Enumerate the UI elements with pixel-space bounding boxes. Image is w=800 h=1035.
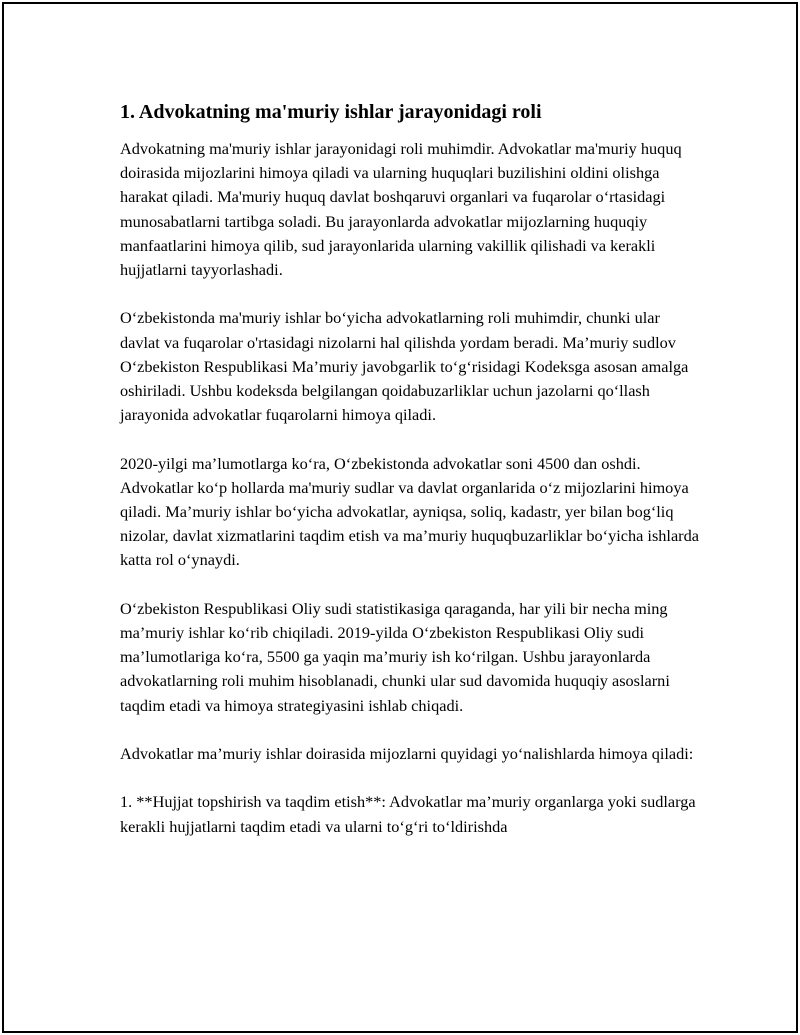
paragraph-4: O‘zbekiston Respublikasi Oliy sudi statistikasiga qaraganda, har yili bir necha ming ma’muriy ishlar ko‘rib chiqiladi. 2019-yilda O‘zbekiston Respublikasi Oliy sudi ma’lumotlariga ko‘ra, 5500 ga yaqin ma’muriy ish ko‘rilgan. Ushbu jarayonlarda advokatlarning roli muhim hisoblanadi, chunki ular sud davomida huquqiy asoslarni taqdim etadi va himoya strategiyasini ishlab chiqadi. [120, 598, 670, 715]
paragraph-3: 2020-yilgi ma’lumotlarga ko‘ra, O‘zbekistonda advokatlar soni 4500 dan oshdi. Advokatlar ko‘p hollarda ma'muriy sudlar va davlat organlarida o‘z mijozlarini himoya qiladi. Ma’muriy ishlar bo‘yicha advokatlar, ayniqsa, soliq, kadastr, yer bilan bog‘liq nizolar, davlat xizmatlarini taqdim etish va ma’muriy huquqbuzarliklar bo‘yicha ishlarda katta rol o‘ynaydi. [120, 453, 699, 570]
document-body [120, 99, 700, 863]
paragraph-6-list-item: 1. **Hujjat topshirish va taqdim etish**: Advokatlar ma’muriy organlarga yoki sudlarga kerakli hujjatlarni taqdim etadi va ularni to‘g‘ri to‘ldirishda [120, 792, 696, 836]
paragraph-5: Advokatlar ma’muriy ishlar doirasida mijozlarni quyidagi yo‘nalishlarda himoya qiladi: [120, 744, 694, 764]
section-heading: 1. Advokatning ma'muriy ishlar jarayonidagi roli [120, 101, 542, 123]
paragraph-2: O‘zbekistonda ma'muriy ishlar bo‘yicha advokatlarning roli muhimdir, chunki ular davlat va fuqarolar o'rtasidagi nizolarni hal qilishda yordam beradi. Ma’muriy sudlov O‘zbekiston Respublikasi Ma’muriy javobgarlik to‘g‘risidagi Kodeksga asosan amalga oshiriladi. Ushbu kodeksda belgilangan qoidabuzarliklar uchun jazolarni qo‘llash jarayonida advokatlar fuqarolarni himoya qiladi. [120, 308, 689, 425]
page-frame [2, 2, 798, 1033]
paragraph-1: Advokatning ma'muriy ishlar jarayonidagi roli muhimdir. Advokatlar ma'muriy huquq doirasida mijozlarini himoya qiladi va ularning huquqlari buzilishini oldini olishga harakat qiladi. Ma'muriy huquq davlat boshqaruvi organlari va fuqarolar o‘rtasidagi munosabatlarni tartibga soladi. Bu jarayonlarda advokatlar mijozlarning huquqiy manfaatlarini himoya qilib, sud jarayonlarida ularning vakillik qilishadi va kerakli hujjatlarni tayyorlashadi. [120, 139, 682, 280]
